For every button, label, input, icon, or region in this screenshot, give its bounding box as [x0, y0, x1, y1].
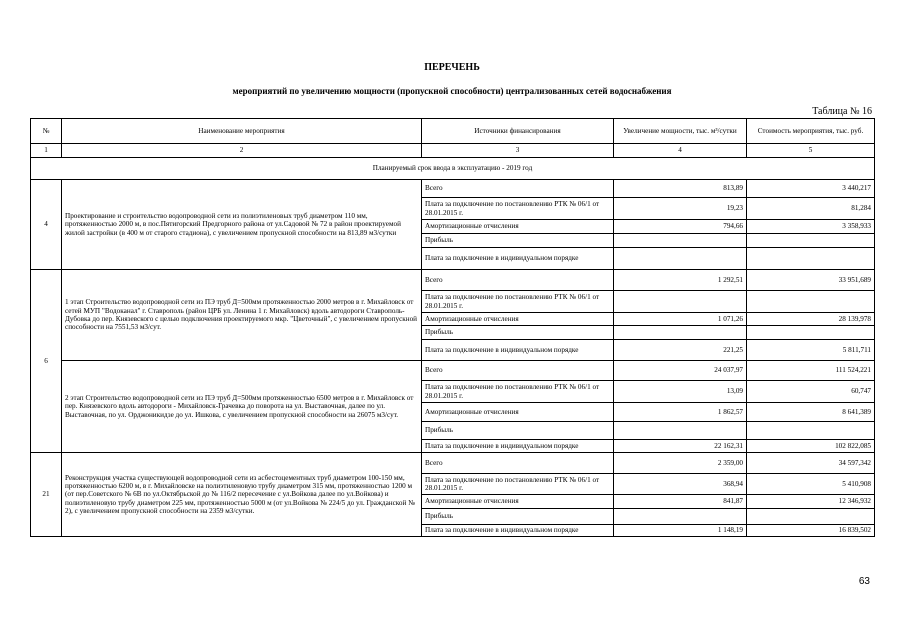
total-capacity: 1 292,51 — [614, 270, 747, 291]
total-capacity: 2 359,00 — [614, 453, 747, 474]
amort-capacity: 841,87 — [614, 495, 747, 509]
table-header-row — [31, 119, 875, 144]
source-rtk: Плата за подключение по постановлению РТК № 06/1 от 28.01.2015 г. — [422, 198, 614, 220]
source-amort: Амортизационные отчисления — [422, 220, 614, 234]
amort-cost: 28 139,978 — [747, 313, 875, 326]
table-row — [31, 180, 875, 198]
source-total: Всего — [422, 453, 614, 474]
row-number: 4 — [31, 180, 62, 270]
source-amort: Амортизационные отчисления — [422, 313, 614, 326]
amort-cost: 3 358,933 — [747, 220, 875, 234]
rtk-cost: 81,284 — [747, 198, 875, 220]
colnum-3: 3 — [422, 144, 614, 158]
source-total: Всего — [422, 180, 614, 198]
document-title: ПЕРЕЧЕНЬ — [424, 62, 480, 73]
rtk-capacity — [614, 291, 747, 313]
rtk-cost: 60,747 — [747, 381, 875, 403]
total-cost: 34 597,342 — [747, 453, 875, 474]
source-individual: Плата за подключение в индивидуальном порядке — [422, 340, 614, 361]
total-cost: 3 440,217 — [747, 180, 875, 198]
total-capacity: 813,89 — [614, 180, 747, 198]
total-capacity: 24 037,97 — [614, 361, 747, 381]
source-total: Всего — [422, 361, 614, 381]
table-row — [31, 361, 875, 381]
measure-name: 2 этап Строительство водопроводной сети из ПЭ труб Д=500мм протяженностью 6500 метров в г. Михайловск от пер. Князевского вдоль автодороги - Михайловск-Грачевка до поворота на ул. Выставочная, далее по ул. Выставочная, по ул. Орджоникидзе до ул. Ишкова, с увеличением пропускной способности на 26075 м3/сут. — [62, 361, 422, 453]
total-cost: 111 524,221 — [747, 361, 875, 381]
source-rtk: Плата за подключение по постановлению РТК № 06/1 от 28.01.2015 г. — [422, 474, 614, 495]
source-amort: Амортизационные отчисления — [422, 495, 614, 509]
source-profit: Прибыль — [422, 509, 614, 525]
section-row — [31, 158, 875, 180]
source-individual: Плата за подключение в индивидуальном порядке — [422, 248, 614, 270]
profit-capacity — [614, 509, 747, 525]
header-name: Наименование мероприятия — [62, 119, 422, 144]
source-profit: Прибыль — [422, 326, 614, 340]
profit-cost — [747, 326, 875, 340]
amort-cost: 8 641,389 — [747, 403, 875, 422]
amort-cost: 12 346,932 — [747, 495, 875, 509]
table-row — [31, 270, 875, 291]
rtk-cost — [747, 291, 875, 313]
rtk-capacity: 368,94 — [614, 474, 747, 495]
colnum-2: 2 — [62, 144, 422, 158]
colnum-4: 4 — [614, 144, 747, 158]
measures-table — [30, 118, 875, 537]
colnum-5: 5 — [747, 144, 875, 158]
profit-cost — [747, 509, 875, 525]
source-individual: Плата за подключение в индивидуальном порядке — [422, 440, 614, 453]
individual-capacity: 221,25 — [614, 340, 747, 361]
profit-cost — [747, 234, 875, 248]
page-number: 63 — [858, 576, 870, 587]
table-label: Таблица № 16 — [812, 106, 872, 117]
profit-capacity — [614, 326, 747, 340]
amort-capacity: 1 862,57 — [614, 403, 747, 422]
individual-cost: 16 839,502 — [747, 525, 875, 537]
row-number: 21 — [31, 453, 62, 537]
source-amort: Амортизационные отчисления — [422, 403, 614, 422]
profit-capacity — [614, 422, 747, 440]
total-cost: 33 951,689 — [747, 270, 875, 291]
source-total: Всего — [422, 270, 614, 291]
individual-capacity: 1 148,19 — [614, 525, 747, 537]
table-row — [31, 453, 875, 474]
individual-capacity: 22 162,31 — [614, 440, 747, 453]
header-capacity: Увеличение мощности, тыс. м³/сутки — [614, 119, 747, 144]
source-rtk: Плата за подключение по постановлению РТК № 06/1 от 28.01.2015 г. — [422, 381, 614, 403]
measure-name: 1 этап Строительство водопроводной сети из ПЭ труб Д=500мм протяженностью 2000 метров в г. Михайловск от сетей МУП "Водоканал" г. Ставрополь (район ЦРБ ул. Ленина 1 г. Михайловск) вдоль автодороги Ставрополь-Дубовка до пер. Князевского с целью подключения проектируемого мкр. "Цветочный", с увеличением пропускной способности на 7551,53 м3/сут. — [62, 270, 422, 361]
row-number: 6 — [31, 270, 62, 453]
amort-capacity: 794,66 — [614, 220, 747, 234]
colnum-1: 1 — [31, 144, 62, 158]
amort-capacity: 1 071,26 — [614, 313, 747, 326]
source-rtk: Плата за подключение по постановлению РТК № 06/1 от 28.01.2015 г. — [422, 291, 614, 313]
measure-name: Реконструкция участка существующей водопроводной сети из асбестоцементных труб диаметром 100-150 мм, протяженностью 6200 м, в г. Михайловске на полиэтиленовую трубу диаметром 315 мм, протяженностью 1200 м (от пер.Советского № 6В по ул.Октябрьской до № 116/2 пересечение с ул.Войкова далее по ул.Войкова) и полиэтиленовую трубу диаметром 225 мм, протяженностью 5000 м (от ул.Войкова № 224/5 до ул. Гражданской № 2), с увеличением пропускной способности на 2359 м3/сутки. — [62, 453, 422, 537]
individual-cost: 5 811,711 — [747, 340, 875, 361]
source-profit: Прибыль — [422, 234, 614, 248]
measure-name: Проектирование и строительство водопроводной сети из полиэтиленовых труб диаметром 110 мм, протяженностью 2000 м, в пос.Пятигорский Предгорного района от ул.Садовой № 72 в район проектируемой жилой застройки (в 400 м от старого стадиона), с увеличением пропускной способности на 813,89 м3/сутки — [62, 180, 422, 270]
document-subtitle: мероприятий по увеличению мощности (пропускной способности) централизованных сетей водоснабжения — [232, 86, 672, 96]
section-title: Планируемый срок ввода в эксплуатацию - 2019 год — [31, 158, 875, 180]
rtk-cost: 5 410,908 — [747, 474, 875, 495]
profit-capacity — [614, 234, 747, 248]
rtk-capacity: 19,23 — [614, 198, 747, 220]
individual-cost — [747, 248, 875, 270]
individual-capacity — [614, 248, 747, 270]
header-source: Источники финансирования — [422, 119, 614, 144]
profit-cost — [747, 422, 875, 440]
source-individual: Плата за подключение в индивидуальном порядке — [422, 525, 614, 537]
column-number-row — [31, 144, 875, 158]
individual-cost: 102 822,085 — [747, 440, 875, 453]
rtk-capacity: 13,09 — [614, 381, 747, 403]
header-cost: Стоимость мероприятия, тыс. руб. — [747, 119, 875, 144]
source-profit: Прибыль — [422, 422, 614, 440]
header-no: № — [31, 119, 62, 144]
